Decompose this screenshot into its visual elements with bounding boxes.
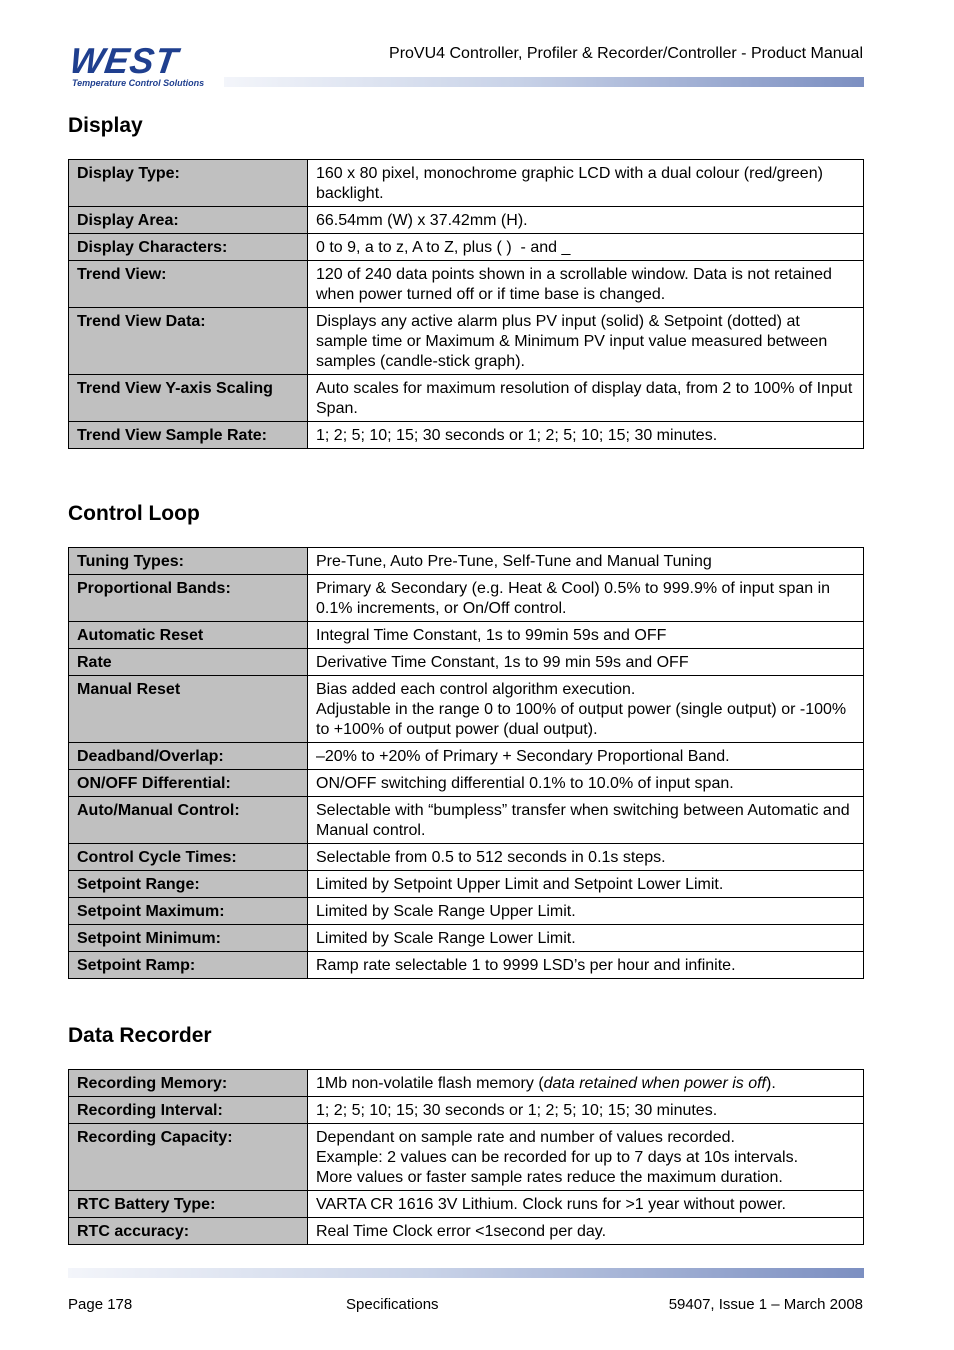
spec-value: Integral Time Constant, 1s to 99min 59s and OFF (308, 622, 864, 649)
spec-value-line: Adjustable in the range 0 to 100% of output power (single output) or -100% to +100% of output power (dual output). (316, 701, 847, 738)
spec-value-text: ). (766, 1075, 776, 1092)
spec-value: Derivative Time Constant, 1s to 99 min 59s and OFF (308, 649, 864, 676)
section-title-data-recorder: Data Recorder (68, 1024, 212, 1047)
spec-value: Limited by Scale Range Lower Limit. (308, 925, 864, 952)
spec-label: Setpoint Ramp: (69, 952, 308, 979)
table-row (69, 622, 864, 649)
spec-table-display (68, 159, 864, 449)
spec-label: RTC accuracy: (69, 1218, 308, 1245)
table-row (69, 676, 864, 743)
spec-value: –20% to +20% of Primary + Secondary Proportional Band. (308, 743, 864, 770)
table-row (69, 548, 864, 575)
table-row (69, 1124, 864, 1191)
document-reference: 59407, Issue 1 – March 2008 (668, 1296, 863, 1313)
spec-value: VARTA CR 1616 3V Lithium. Clock runs for >1 year without power. (308, 1191, 864, 1218)
section-title-control-loop: Control Loop (68, 502, 200, 525)
table-row (69, 1218, 864, 1245)
spec-value: Primary & Secondary (e.g. Heat & Cool) 0.5% to 999.9% of input span in 0.1% increments, or On/Off control. (308, 575, 864, 622)
spec-value-line: Dependant on sample rate and number of values recorded. (316, 1129, 735, 1146)
spec-label: Display Characters: (69, 234, 308, 261)
footer-section: Specifications (346, 1296, 439, 1313)
table-row (69, 575, 864, 622)
west-logo (67, 40, 224, 90)
table-row (69, 898, 864, 925)
spec-value: ON/OFF switching differential 0.1% to 10.0% of input span. (308, 770, 864, 797)
logo-tagline: Temperature Control Solutions (72, 78, 205, 88)
spec-value (308, 676, 864, 743)
table-row (69, 952, 864, 979)
spec-label: Trend View Sample Rate: (69, 422, 308, 449)
spec-value-line: More values or faster sample rates reduce the maximum duration. (316, 1169, 783, 1186)
table-row (69, 925, 864, 952)
table-row (69, 422, 864, 449)
spec-value-text: 1Mb non-volatile flash memory ( (316, 1075, 544, 1092)
spec-value (308, 1070, 864, 1097)
table-row (69, 234, 864, 261)
spec-value-line: Bias added each control algorithm execution. (316, 681, 636, 698)
spec-label: Auto/Manual Control: (69, 797, 308, 844)
table-row (69, 743, 864, 770)
table-row (69, 1191, 864, 1218)
spec-label: Setpoint Minimum: (69, 925, 308, 952)
spec-value: Real Time Clock error <1second per day. (308, 1218, 864, 1245)
spec-label: Display Area: (69, 207, 308, 234)
spec-value: Auto scales for maximum resolution of display data, from 2 to 100% of Input Span. (308, 375, 864, 422)
spec-value: Limited by Setpoint Upper Limit and Setpoint Lower Limit. (308, 871, 864, 898)
spec-table-data-recorder (68, 1069, 864, 1245)
table-row (69, 1097, 864, 1124)
section-title-display: Display (68, 114, 143, 137)
table-row (69, 871, 864, 898)
spec-label: Setpoint Maximum: (69, 898, 308, 925)
table-row (69, 308, 864, 375)
spec-label: Trend View Y-axis Scaling (69, 375, 308, 422)
spec-value: Selectable with “bumpless” transfer when switching between Automatic and Manual control. (308, 797, 864, 844)
spec-value: 0 to 9, a to z, A to Z, plus ( ) - and _ (308, 234, 864, 261)
spec-label: Control Cycle Times: (69, 844, 308, 871)
spec-table-control-loop (68, 547, 864, 979)
header-rule (224, 77, 864, 87)
spec-label: ON/OFF Differential: (69, 770, 308, 797)
spec-value-italic: data retained when power is off (543, 1075, 766, 1092)
spec-label: Trend View Data: (69, 308, 308, 375)
spec-label: Proportional Bands: (69, 575, 308, 622)
table-row (69, 207, 864, 234)
spec-label: Automatic Reset (69, 622, 308, 649)
table-row (69, 770, 864, 797)
spec-label: Display Type: (69, 160, 308, 207)
spec-label: Manual Reset (69, 676, 308, 743)
table-row (69, 261, 864, 308)
spec-value: Ramp rate selectable 1 to 9999 LSD’s per hour and infinite. (308, 952, 864, 979)
spec-value: Pre-Tune, Auto Pre-Tune, Self-Tune and Manual Tuning (308, 548, 864, 575)
footer-rule (68, 1268, 864, 1278)
table-row (69, 797, 864, 844)
table-row (69, 844, 864, 871)
spec-label: RTC Battery Type: (69, 1191, 308, 1218)
spec-value: 1; 2; 5; 10; 15; 30 seconds or 1; 2; 5; 10; 15; 30 minutes. (308, 1097, 864, 1124)
spec-label: Recording Capacity: (69, 1124, 308, 1191)
spec-value: Selectable from 0.5 to 512 seconds in 0.1s steps. (308, 844, 864, 871)
spec-value: 1; 2; 5; 10; 15; 30 seconds or 1; 2; 5; 10; 15; 30 minutes. (308, 422, 864, 449)
spec-value: 120 of 240 data points shown in a scrollable window. Data is not retained when power turned off or if time base is changed. (308, 261, 864, 308)
spec-label: Recording Interval: (69, 1097, 308, 1124)
table-row (69, 160, 864, 207)
spec-value: Limited by Scale Range Upper Limit. (308, 898, 864, 925)
table-row (69, 1070, 864, 1097)
spec-label: Trend View: (69, 261, 308, 308)
spec-label: Setpoint Range: (69, 871, 308, 898)
spec-value (308, 1124, 864, 1191)
spec-label: Recording Memory: (69, 1070, 308, 1097)
table-row (69, 649, 864, 676)
spec-label: Tuning Types: (69, 548, 308, 575)
table-row (69, 375, 864, 422)
page-number: Page 178 (68, 1296, 133, 1313)
spec-value-line: Example: 2 values can be recorded for up to 7 days at 10s intervals. (316, 1149, 799, 1166)
spec-value: 66.54mm (W) x 37.42mm (H). (308, 207, 864, 234)
logo-wordmark: WEST (67, 40, 181, 81)
spec-value: Displays any active alarm plus PV input (solid) & Setpoint (dotted) at sample time or Maximum & Minimum PV input value measured between samples (candle-stick graph). (308, 308, 864, 375)
manual-title: ProVU4 Controller, Profiler & Recorder/Controller - Product Manual (389, 45, 863, 62)
spec-label: Rate (69, 649, 308, 676)
spec-label: Deadband/Overlap: (69, 743, 308, 770)
spec-value: 160 x 80 pixel, monochrome graphic LCD with a dual colour (red/green) backlight. (308, 160, 864, 207)
